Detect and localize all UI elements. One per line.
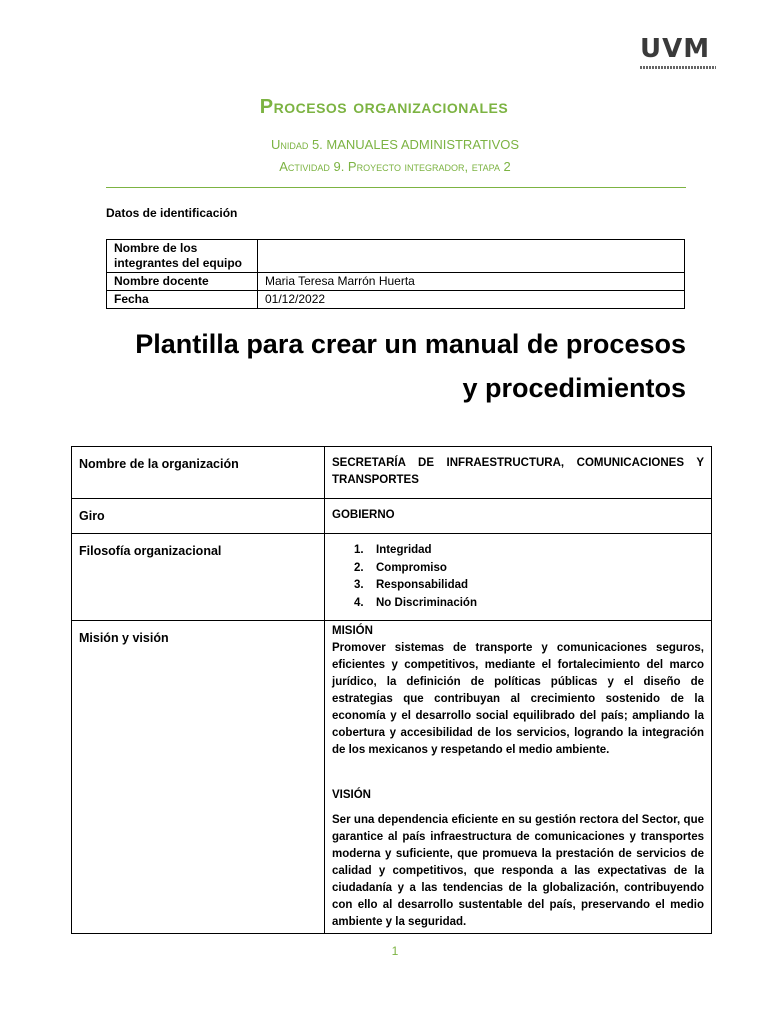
page-number: 1 — [391, 944, 399, 958]
identification-table — [106, 239, 685, 309]
header-divider — [106, 187, 686, 188]
team-members-value — [258, 240, 685, 273]
org-name-label: Nombre de la organización — [72, 447, 325, 499]
mission-vision-label: Misión y visión — [72, 621, 325, 934]
identification-label: Datos de identificación — [106, 206, 238, 220]
uvm-logo-tagline — [640, 66, 716, 69]
table-row — [107, 240, 685, 273]
teacher-label: Nombre docente — [107, 273, 258, 291]
mission-vision-value — [325, 621, 712, 934]
teacher-value: Maria Teresa Marrón Huerta — [258, 273, 685, 291]
table-row — [72, 499, 712, 534]
team-members-label: Nombre de los integrantes del equipo — [107, 240, 258, 273]
table-row — [107, 291, 685, 309]
philosophy-label: Filosofía organizacional — [72, 534, 325, 621]
philosophy-list — [332, 542, 704, 612]
template-title — [90, 322, 686, 410]
uvm-logo — [640, 36, 718, 74]
table-row — [72, 534, 712, 621]
template-title-line1: Plantilla para crear un manual de procesos — [135, 329, 686, 359]
table-row — [107, 273, 685, 291]
date-label: Fecha — [107, 291, 258, 309]
giro-label: Giro — [72, 499, 325, 534]
mission-text: Promover sistemas de transporte y comunicaciones seguros, eficientes y competitivos, mediante el fortalecimiento del marco jurídico, la definición de políticas públicas y el diseño de estrategias que contribuyan al crecimiento sostenido de la economía y el desarrollo social equilibrado del país; ampliando la cobertura y accesibilidad de los servicios, logrando la integración de los mexicanos y respetando el medio ambiente. — [332, 642, 704, 756]
uvm-logo-text: UVM — [640, 34, 711, 64]
philosophy-value — [325, 534, 712, 621]
list-item: 2. Compromiso — [354, 561, 447, 574]
organization-table — [71, 446, 712, 934]
date-value: 01/12/2022 — [258, 291, 685, 309]
vision-heading: VISIÓN — [332, 789, 371, 801]
table-row — [72, 447, 712, 499]
template-title-line2: y procedimientos — [462, 373, 686, 403]
list-item: 3. Responsabilidad — [354, 579, 469, 591]
vision-text: Ser una dependencia eficiente en su gestión rectora del Sector, que garantice al país infraestructura de comunicaciones y transportes moderna y suficiente, que promueva la prestación de servicios de calidad y competitivos, que responda a las expectativas de la ciudadanía y a las tendencias de la globalización, contribuyendo con ello al desarrollo sustentable del país, preservando el medio ambiente y la seguridad. — [332, 814, 704, 928]
org-name-value: SECRETARÍA DE INFRAESTRUCTURA, COMUNICACIONES Y TRANSPORTES — [325, 447, 712, 499]
table-row — [72, 621, 712, 934]
mission-heading: MISIÓN — [332, 625, 373, 637]
document-title: Procesos organizacionales — [259, 96, 509, 118]
giro-value: GOBIERNO — [325, 499, 712, 534]
list-item: 4. No Discriminación — [354, 596, 477, 609]
list-item: 1. Integridad — [354, 544, 432, 556]
activity-subtitle: Actividad 9. Proyecto integrador, etapa 2 — [279, 159, 511, 174]
unit-subtitle: Unidad 5. MANUALES ADMINISTRATIVOS — [270, 137, 520, 152]
